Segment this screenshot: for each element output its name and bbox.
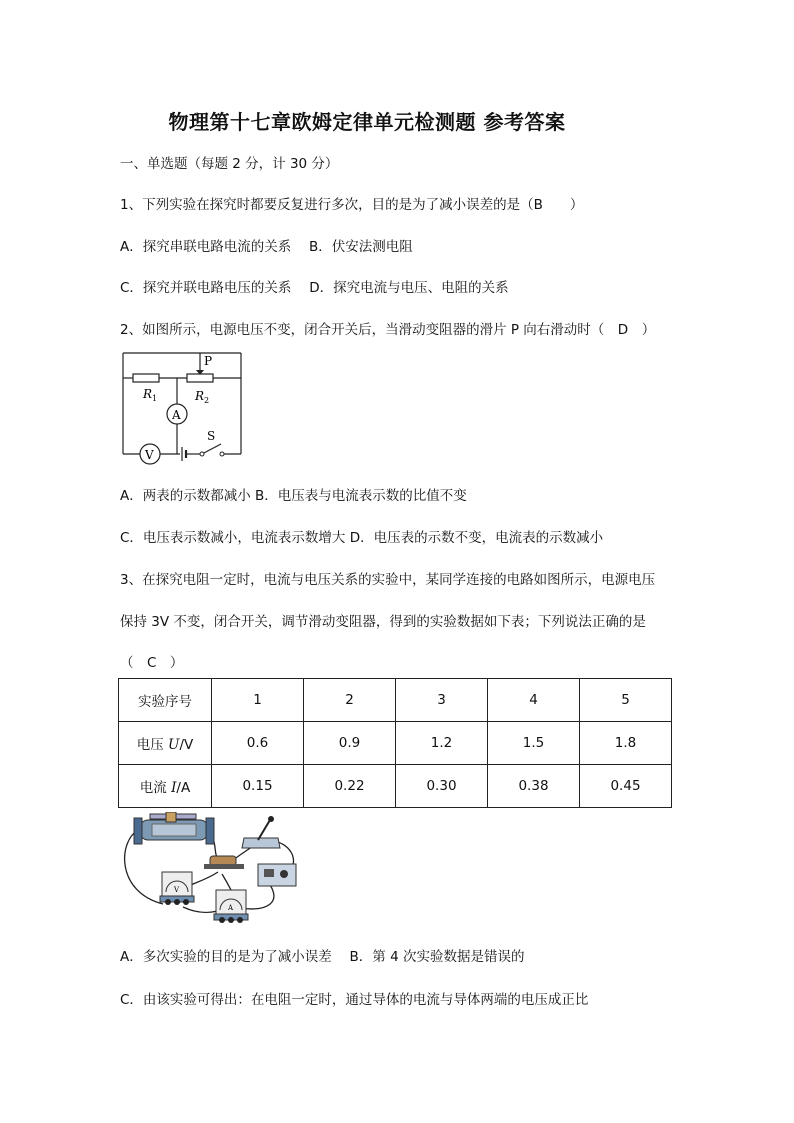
q2-options-ab: A．两表的示数都减小 B．电压表与电流表示数的比值不变	[120, 488, 467, 504]
table-cell: 1	[212, 679, 304, 722]
circuit-label-r1-sub: 1	[152, 394, 158, 403]
voltmeter-icon	[160, 872, 194, 905]
resistor-r1	[133, 374, 159, 382]
resistor-r2	[187, 374, 213, 382]
page-title: 物理第十七章欧姆定律单元检测题 参考答案	[168, 110, 566, 134]
section-heading: 一、单选题（每题 2 分，计 30 分）	[120, 156, 339, 172]
data-table	[118, 678, 672, 808]
circuit-label-r2: R	[195, 389, 205, 403]
apparatus-voltmeter-label: V	[174, 886, 180, 894]
circuit-label-r2-sub: 2	[204, 396, 210, 405]
apparatus-illustration	[118, 812, 308, 928]
table-header-cell: 电压 U/V	[119, 722, 212, 765]
table-header-cell: 实验序号	[119, 679, 212, 722]
rheostat-icon	[134, 812, 214, 844]
q3-options-ab: A．多次实验的目的是为了减小误差 B．第 4 次实验数据是错误的	[120, 949, 525, 965]
table-cell: 0.45	[580, 765, 672, 808]
ammeter-icon	[214, 890, 248, 923]
q1-stem: 1、下列实验在探究时都要反复进行多次，目的是为了减小误差的是（B ）	[120, 197, 584, 213]
resistor-block-icon	[204, 856, 244, 869]
switch-label: S	[207, 429, 216, 443]
table-cell: 0.30	[396, 765, 488, 808]
q3-options-c: C．由该实验可得出：在电阻一定时，通过导体的电流与导体两端的电压成正比	[120, 992, 589, 1008]
table-row	[119, 765, 672, 808]
q3-stem-line2: 保持 3V 不变，闭合开关，调节滑动变阻器，得到的实验数据如下表；下列说法正确的是	[120, 614, 646, 630]
table-cell: 0.6	[212, 722, 304, 765]
table-cell: 2	[304, 679, 396, 722]
table-cell: 1.2	[396, 722, 488, 765]
circuit-label-r1: R	[143, 387, 153, 401]
power-supply-icon	[258, 864, 296, 886]
q1-options-cd: C．探究并联电路电压的关系 D．探究电流与电压、电阻的关系	[120, 280, 509, 296]
table-cell: 3	[396, 679, 488, 722]
q3-stem-line1: 3、在探究电阻一定时，电流与电压关系的实验中，某同学连接的电路如图所示，电源电压	[120, 572, 656, 588]
q2-options-cd: C．电压表示数减小，电流表示数增大 D．电压表的示数不变，电流表的示数减小	[120, 530, 604, 546]
table-row	[119, 679, 672, 722]
table-cell: 0.15	[212, 765, 304, 808]
table-cell: 4	[488, 679, 580, 722]
table-cell: 5	[580, 679, 672, 722]
switch-icon	[242, 816, 280, 848]
circuit-diagram	[115, 348, 245, 466]
table-cell: 1.8	[580, 722, 672, 765]
table-cell: 0.22	[304, 765, 396, 808]
ammeter-label: A	[172, 408, 181, 422]
table-cell: 1.5	[488, 722, 580, 765]
q1-options-ab: A．探究串联电路电流的关系 B．伏安法测电阻	[120, 239, 413, 255]
table-cell: 0.9	[304, 722, 396, 765]
table-row	[119, 722, 672, 765]
apparatus-ammeter-label: A	[228, 904, 234, 912]
voltmeter-label: V	[145, 448, 154, 462]
table-cell: 0.38	[488, 765, 580, 808]
table-header-cell: 电流 I/A	[119, 765, 212, 808]
circuit-label-p: P	[204, 354, 213, 368]
q3-stem-line3: （ C ）	[120, 655, 184, 671]
q2-stem: 2、如图所示，电源电压不变，闭合开关后，当滑动变阻器的滑片 P 向右滑动时（ D ）	[120, 322, 656, 338]
